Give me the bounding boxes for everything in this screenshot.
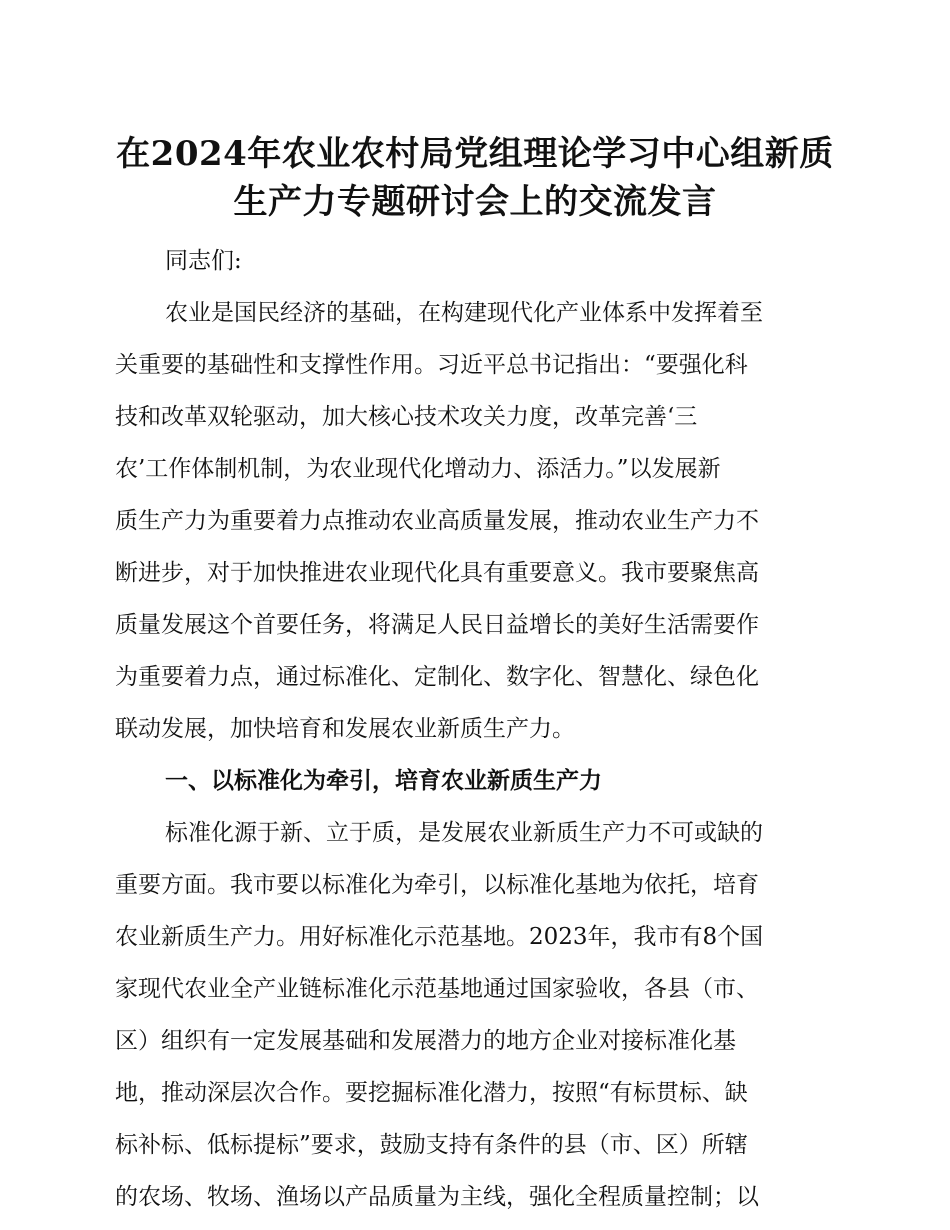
paragraph-line: 联动发展，加快培育和发展农业新质生产力。 bbox=[115, 716, 575, 742]
salutation: 同志们: bbox=[165, 248, 242, 274]
paragraph-line: 标准化源于新、立于质，是发展农业新质生产力不可或缺的 bbox=[165, 820, 763, 846]
paragraph-line: 为重要着力点，通过标准化、定制化、数字化、智慧化、绿色化 bbox=[115, 664, 759, 690]
paragraph-line: 质生产力为重要着力点推动农业高质量发展，推动农业生产力不 bbox=[115, 508, 759, 534]
paragraph-line: 家现代农业全产业链标准化示范基地通过国家验收，各县（市、 bbox=[115, 976, 759, 1002]
title-line: 生产力专题研讨会上的交流发言 bbox=[233, 182, 717, 222]
document-title bbox=[100, 130, 850, 226]
paragraph-line: 农’工作体制机制，为农业现代化增动力、添活力。”以发展新 bbox=[115, 456, 721, 482]
document-body bbox=[115, 235, 815, 1223]
paragraph-line: 技和改革双轮驱动，加大核心技术攻关力度，改革完善‘三 bbox=[115, 404, 698, 430]
paragraph-2 bbox=[115, 807, 815, 1223]
paragraph-line: 关重要的基础性和支撑性作用。习近平总书记指出：“要强化科 bbox=[115, 352, 748, 378]
paragraph-line: 农业新质生产力。用好标准化示范基地。2023年，我市有8个国 bbox=[115, 924, 764, 950]
paragraph-line: 断进步，对于加快推进农业现代化具有重要意义。我市要聚焦高 bbox=[115, 560, 759, 586]
paragraph-line: 重要方面。我市要以标准化为牵引，以标准化基地为依托，培育 bbox=[115, 872, 759, 898]
paragraph-line: 的农场、牧场、渔场以产品质量为主线，强化全程质量控制；以 bbox=[115, 1184, 759, 1210]
paragraph-1 bbox=[115, 287, 815, 755]
paragraph-line: 标补标、低标提标”要求，鼓励支持有条件的县（市、区）所辖 bbox=[115, 1132, 748, 1158]
paragraph-line: 区）组织有一定发展基础和发展潜力的地方企业对接标准化基 bbox=[115, 1028, 736, 1054]
paragraph-line: 质量发展这个首要任务，将满足人民日益增长的美好生活需要作 bbox=[115, 612, 759, 638]
paragraph-line: 农业是国民经济的基础，在构建现代化产业体系中发挥着至 bbox=[165, 300, 763, 326]
section-heading: 一、以标准化为牵引，培育农业新质生产力 bbox=[165, 768, 602, 794]
title-line: 在2024年农业农村局党组理论学习中心组新质 bbox=[116, 134, 834, 174]
paragraph-line: 地，推动深层次合作。要挖掘标准化潜力，按照“有标贯标、缺 bbox=[115, 1080, 748, 1106]
